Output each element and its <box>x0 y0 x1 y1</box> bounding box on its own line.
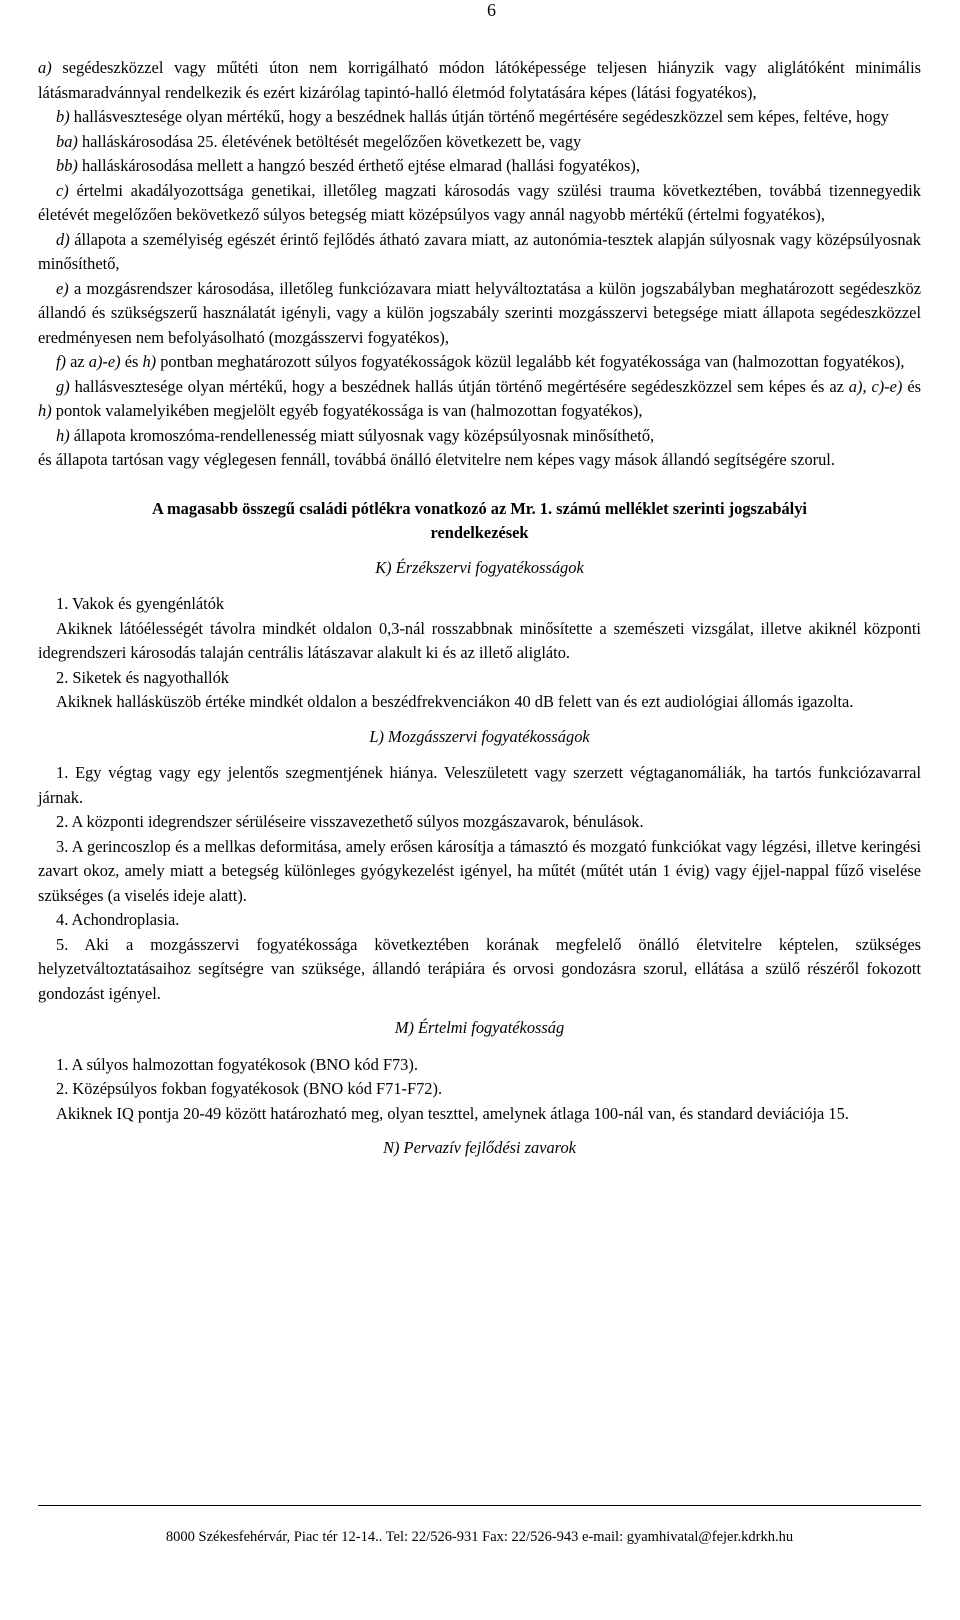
subsection-title-n: N) Pervazív fejlődési zavarok <box>383 1138 576 1157</box>
list-marker: bb) <box>56 156 78 175</box>
list-text: halláskárosodása mellett a hangzó beszéd érthető ejtése elmarad (hallási fogyatékos), <box>77 156 640 175</box>
paragraph: 5. Aki a mozgásszervi fogyatékossága következtében korának megfelelő önálló életvitelre képtelen, szükséges helyzetváltoztatásaihoz segítségre van szüksége, állandó terápiára és orvosi gondozásra szorul, ellátása a szülő részéről fokozott gondozást igényel. <box>38 934 921 1003</box>
list-text: halláskárosodása 25. életévének betöltését megelőzően következett be, vagy <box>77 131 582 151</box>
list-text: az <box>66 352 89 371</box>
heading-line: rendelkezések <box>430 523 529 542</box>
list-item-bb <box>38 154 921 179</box>
section-heading <box>38 497 921 546</box>
list-marker: h) <box>56 425 70 445</box>
list-reference: a), c)-e) <box>848 376 903 396</box>
list-text: állapota a személyiség egészét érintő fejlődés átható zavara miatt, az autonómia-tesztek alapján súlyosnak vagy középsúlyosnak minősíthető, <box>38 229 921 273</box>
paragraph: 2. A központi idegrendszer sérüléseire visszavezethető súlyos mozgászavarok, bénulások. <box>56 812 644 831</box>
list-reference: h) <box>38 401 52 420</box>
subsection-title-k: K) Érzékszervi fogyatékosságok <box>375 557 584 577</box>
list-text: pontban meghatározott súlyos fogyatékosságok közül legalább két fogyatékossága van (halmozottan fogyatékos), <box>156 352 905 371</box>
paragraph: 1. Egy végtag vagy egy jelentős szegmentjének hiánya. Veleszületett vagy szerzett végtaganomáliák, ha tartós funkciózavarral járnak. <box>38 763 921 807</box>
list-item-ba <box>38 130 921 155</box>
list-marker: c) <box>56 180 69 200</box>
list-item-h <box>38 424 921 449</box>
list-item-d <box>38 228 921 277</box>
paragraph: Akiknek IQ pontja 20-49 között határozható meg, olyan teszttel, amelynek átlaga 100-nál van, és standard deviációja 15. <box>56 1103 849 1123</box>
list-text: állapota kromoszóma-rendellenesség miatt súlyosnak vagy középsúlyosnak minősíthető, <box>69 425 655 445</box>
list-item-a <box>38 56 921 105</box>
list-text: a mozgásrendszer károsodása, illetőleg funkciózavara miatt helyváltoztatása a külön jogszabályban meghatározott segédeszköz állandó és szükségszerű használatát igényli, vagy a külön jogszabály szerinti mozgásszervi betegsége miatt állapota segédeszközzel eredményesen nem befolyásolható (mozgásszervi fogyatékos), <box>38 278 921 347</box>
paragraph: 2. Siketek és nagyothallók <box>56 667 229 687</box>
list-item-c <box>38 179 921 228</box>
document-body <box>38 56 921 1173</box>
paragraph: 1. Vakok és gyengénlátók <box>56 594 225 613</box>
closing-paragraph: és állapota tartósan vagy véglegesen fennáll, továbbá önálló életvitelre nem képes vagy mások állandó segítségére szorul. <box>38 450 835 469</box>
paragraph: 4. Achondroplasia. <box>56 910 180 929</box>
list-text: segédeszközzel vagy műtéti úton nem korrigálható módon látóképessége teljesen hiányzik vagy aliglátóként minimális látásmaradvánnyal rendelkezik és ezért kizárólag tapintó-halló életmód folytatására képes (látási fogyatékos), <box>38 58 921 102</box>
list-reference: a)-e) <box>88 352 121 371</box>
list-text: és <box>902 376 921 396</box>
list-text: hallásvesztesége olyan mértékű, hogy a beszédnek hallás útján történő megértésére segédeszközzel sem képes és az <box>69 376 849 396</box>
footer-contact: 8000 Székesfehérvár, Piac tér 12-14.. Tel: 22/526-931 Fax: 22/526-943 e-mail: gyamhivatal@fejer.kdrkh.hu <box>165 1529 794 1545</box>
list-text: pontok valamelyikében megjelölt egyéb fogyatékossága is van (halmozottan fogyatékos), <box>51 401 643 420</box>
list-marker: ba) <box>56 131 78 151</box>
list-marker: d) <box>56 229 70 249</box>
list-item-b <box>38 105 921 130</box>
list-item-e <box>38 277 921 351</box>
list-marker: e) <box>56 278 69 298</box>
footer-divider <box>38 1505 921 1506</box>
list-reference: h) <box>142 352 157 371</box>
list-marker: f) <box>56 352 67 371</box>
paragraph: 2. Középsúlyos fokban fogyatékosok (BNO kód F71-F72). <box>56 1079 443 1098</box>
list-item-g <box>38 375 921 424</box>
list-marker: b) <box>56 107 70 126</box>
list-text: és <box>120 352 143 371</box>
paragraph: Akiknek látóélességét távolra mindkét oldalon 0,3-nál rosszabbnak minősítette a szemészeti vizsgálat, illetve akiknél központi idegrendszeri károsodás talaján centrális látászavar alakult ki és az illető aligláto. <box>38 618 921 662</box>
subsection-title-l: L) Mozgásszervi fogyatékosságok <box>369 726 590 746</box>
heading-line: A magasabb összegű családi pótlékra vonatkozó az Mr. 1. számú melléklet szerinti jogszabályi <box>152 498 807 518</box>
list-marker: a) <box>38 58 52 77</box>
subsection-title-m: M) Értelmi fogyatékosság <box>394 1018 565 1037</box>
paragraph: Akiknek hallásküszöb értéke mindkét oldalon a beszédfrekvenciákon 40 dB felett van és ezt audiológiai állomás igazolta. <box>56 692 854 711</box>
paragraph: 3. A gerincoszlop és a mellkas deformitása, amely erősen károsítja a támasztó és mozgató funkciókat vagy légzési, illetve keringési zavart okoz, amely miatt a betegség különleges gyógykezelést igényel, ha műtét (műtét után 1 évig) vagy éjjel-nappal fűző viselése szükséges (a viselés ideje alatt). <box>38 836 921 905</box>
list-text: értelmi akadályozottsága genetikai, illetőleg magzati károsodás vagy szülési trauma következtében, továbbá tizennegyedik életévét megelőzően bekövetkező súlyos betegség miatt középsúlyos vagy annál nagyobb mértékű (értelmi fogyatékos), <box>38 180 921 224</box>
paragraph: 1. A súlyos halmozottan fogyatékosok (BNO kód F73). <box>56 1054 418 1074</box>
list-marker: g) <box>56 376 70 396</box>
list-text: hallásvesztesége olyan mértékű, hogy a beszédnek hallás útján történő megértésére segédeszközzel sem képes, feltéve, hogy <box>69 107 889 126</box>
page-number: 6 <box>487 0 496 20</box>
list-item-f <box>38 350 921 375</box>
